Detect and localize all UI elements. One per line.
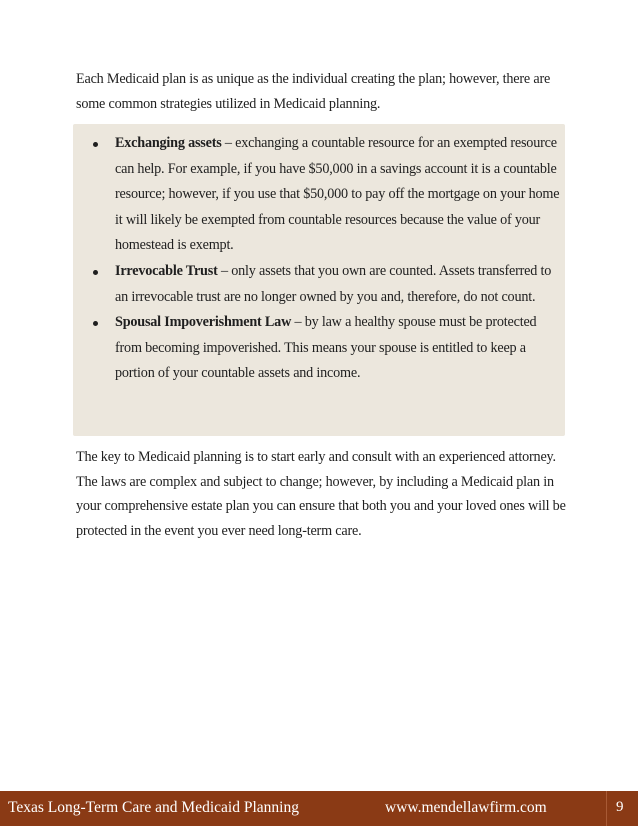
closing-paragraph: The key to Medicaid planning is to start early and consult with an experienced attorney. The laws are complex and subject to change; however, by including a Medicaid plan in your comprehensive estate plan you can ensure that both you and your loved ones will be protected in the event you ever need long-term care. [76, 449, 566, 539]
strategy-description: – by law a healthy spouse must be protected from becoming impoverished. This means your spouse is entitled to keep a portion of your countable assets and income. [115, 314, 537, 382]
page-footer [0, 791, 638, 826]
strategy-term: Exchanging assets [115, 135, 222, 151]
footer-website-url: www.mendellawfirm.com [385, 799, 547, 816]
strategies-callout-box [73, 124, 565, 436]
strategy-term: Spousal Impoverishment Law [115, 314, 292, 331]
page-number: 9 [616, 799, 624, 815]
intro-paragraph: Each Medicaid plan is as unique as the individual creating the plan; however, there are some common strategies utilized in Medicaid planning. [76, 71, 551, 112]
strategies-list [73, 131, 565, 387]
bullet-icon [93, 270, 98, 275]
bullet-icon [93, 142, 98, 147]
footer-document-title: Texas Long-Term Care and Medicaid Planning [8, 799, 299, 816]
list-item [73, 131, 565, 259]
strategy-term: Irrevocable Trust [115, 262, 218, 279]
list-item [73, 310, 565, 387]
strategy-description: – exchanging a countable resource for an exempted resource can help. For example, if you have $50,000 in a savings account it is a countable resource; however, if you use that $50,000 to pay off the mortgage on your home it will likely be exempted from countable resources because the value of your homestead is exempt. [115, 135, 560, 254]
bullet-icon [93, 321, 98, 326]
list-item [73, 259, 565, 310]
strategy-description: – only assets that you own are counted. Assets transferred to an irrevocable trust are no longer owned by you and, therefore, do not count. [115, 262, 552, 305]
footer-divider [606, 791, 607, 826]
